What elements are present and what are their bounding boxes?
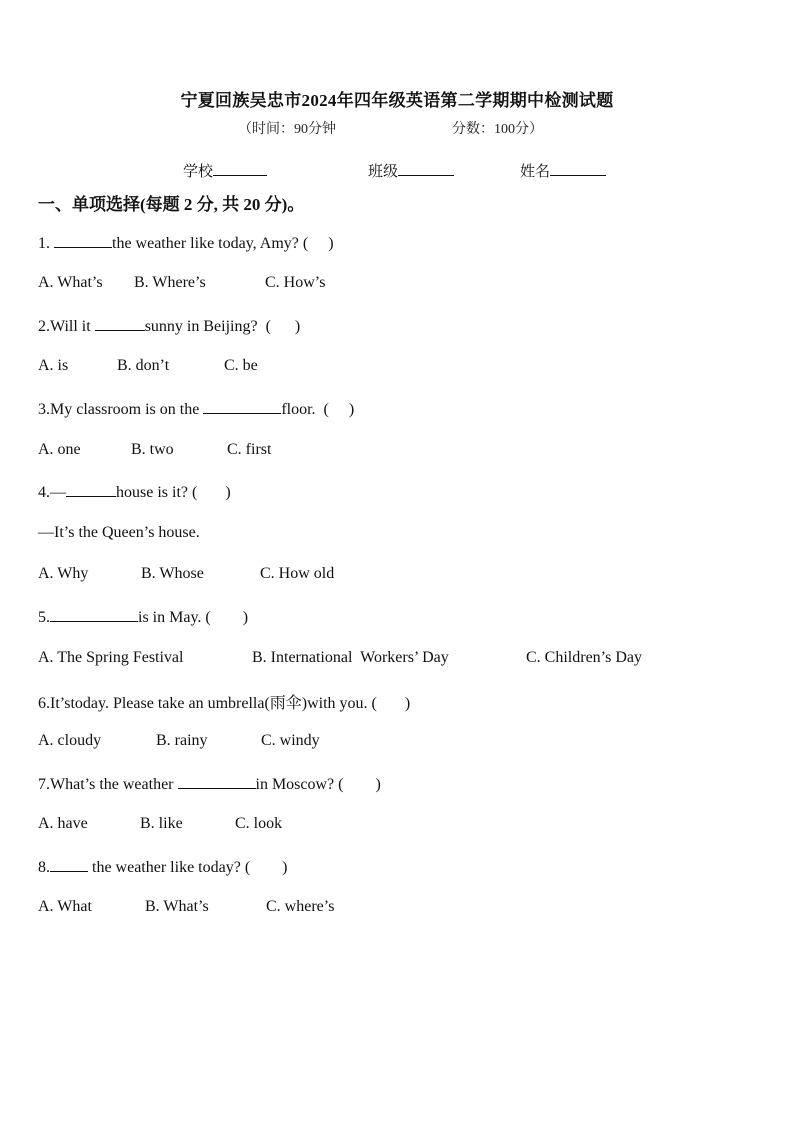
option-b[interactable]: B. rainy [156, 732, 208, 749]
answer-blank[interactable] [54, 233, 112, 248]
school-label: 学校 [183, 164, 214, 180]
answer-blank[interactable] [66, 482, 116, 497]
option-b[interactable]: B. What’s [145, 898, 209, 915]
options-2 [38, 357, 258, 375]
question-number: 8. [38, 859, 50, 876]
question-3 [38, 399, 354, 419]
question-number: 4. [38, 484, 50, 501]
option-a[interactable]: A. The Spring Festival [38, 649, 184, 666]
option-a[interactable]: A. one [38, 441, 81, 458]
exam-time: （时间：90分钟 [238, 122, 336, 137]
question-8 [38, 857, 287, 877]
options-5 [38, 649, 642, 667]
option-c[interactable]: C. How’s [265, 274, 326, 291]
option-c[interactable]: C. windy [261, 732, 320, 749]
question-7 [38, 774, 381, 794]
exam-score: 分数：100分） [452, 122, 543, 137]
question-number: 6. [38, 695, 50, 712]
option-a[interactable]: A. What [38, 898, 92, 915]
option-a[interactable]: A. What’s [38, 274, 103, 291]
question-text: in Moscow? ( ) [255, 776, 381, 793]
answer-blank[interactable] [203, 399, 281, 414]
question-number: 1. [38, 235, 54, 252]
question-text: It’s [50, 695, 71, 712]
question-number: 3. [38, 401, 50, 418]
option-a[interactable]: A. cloudy [38, 732, 102, 749]
question-text: — [50, 484, 66, 501]
options-1 [38, 274, 325, 292]
question-5 [38, 607, 248, 627]
question-4 [38, 482, 231, 502]
question-text: the weather like today, Amy? ( ) [112, 235, 334, 252]
question-text: is in May. ( ) [138, 609, 249, 626]
question-text: house is it? ( ) [116, 484, 231, 501]
question-text: Will it [50, 318, 95, 335]
option-c[interactable]: C. Children’s Day [526, 649, 642, 666]
answer-line-4: —It’s the Queen’s house. [38, 524, 200, 541]
option-b[interactable]: B. like [140, 815, 183, 832]
school-field [183, 160, 267, 181]
option-c[interactable]: C. look [235, 815, 283, 832]
option-a[interactable]: A. Why [38, 565, 89, 582]
option-c[interactable]: C. first [227, 441, 272, 458]
options-6 [38, 732, 320, 750]
options-4 [38, 565, 334, 583]
options-3 [38, 441, 271, 459]
option-c[interactable]: C. How old [260, 565, 335, 582]
option-b[interactable]: B. two [131, 441, 174, 458]
answer-blank[interactable] [178, 774, 256, 789]
option-c[interactable]: C. where’s [266, 898, 335, 915]
class-field [368, 160, 454, 181]
name-field [520, 160, 606, 181]
option-b[interactable]: B. Whose [141, 565, 204, 582]
question-text: sunny in Beijing? ( ) [144, 318, 301, 335]
class-label: 班级 [368, 164, 399, 180]
answer-blank[interactable] [50, 857, 88, 872]
option-b[interactable]: B. Where’s [134, 274, 206, 291]
question-text: My classroom is on the [50, 401, 204, 418]
answer-blank[interactable] [50, 607, 138, 622]
options-7 [38, 815, 282, 833]
question-2 [38, 316, 300, 336]
school-blank[interactable] [213, 161, 267, 176]
question-number: 7. [38, 776, 50, 793]
option-b[interactable]: B. International Workers’ Day [252, 649, 449, 666]
option-c[interactable]: C. be [224, 357, 258, 374]
name-label: 姓名 [520, 164, 551, 180]
answer-blank[interactable] [95, 316, 145, 331]
page-title: 宁夏回族吴忠市2024年四年级英语第二学期期中检测试题 [180, 91, 614, 110]
question-number: 2. [38, 318, 50, 335]
option-b[interactable]: B. don’t [117, 357, 170, 374]
question-text: today. Please take an umbrella(雨伞)with you. ( ) [70, 695, 411, 712]
class-blank[interactable] [398, 161, 454, 176]
question-text: the weather like today? ( ) [88, 859, 288, 876]
question-1 [38, 233, 334, 253]
options-8 [38, 898, 334, 916]
question-text: floor. ( ) [281, 401, 355, 418]
question-text: What’s the weather [50, 776, 178, 793]
name-blank[interactable] [550, 161, 606, 176]
option-a[interactable]: A. is [38, 357, 69, 374]
question-number: 5. [38, 609, 50, 626]
section-heading: 一、单项选择(每题 2 分, 共 20 分)。 [38, 195, 305, 214]
option-a[interactable]: A. have [38, 815, 88, 832]
question-6 [38, 690, 410, 713]
